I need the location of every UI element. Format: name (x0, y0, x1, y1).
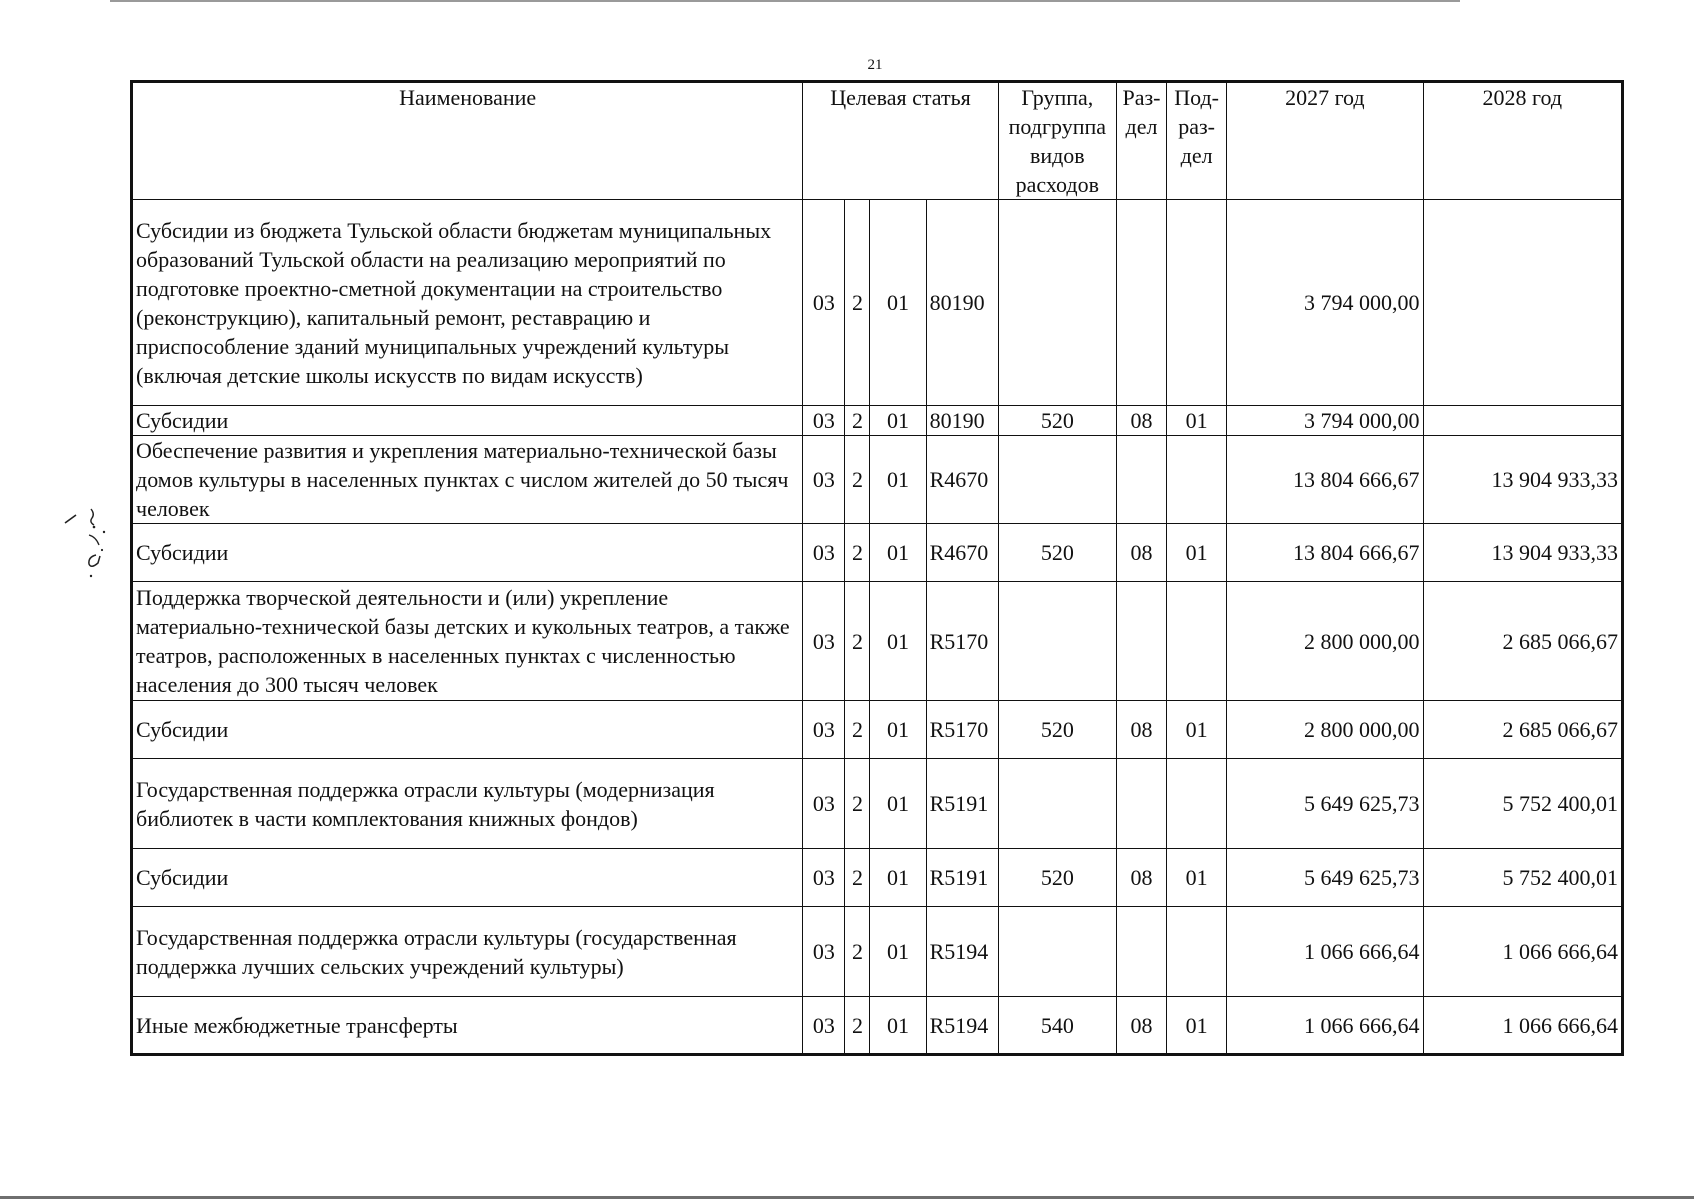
row-subsection (1167, 200, 1227, 406)
row-section: 08 (1116, 997, 1166, 1055)
table-row (132, 200, 1623, 406)
row-subsection: 01 (1167, 701, 1227, 759)
row-amount-2027: 5 649 625,73 (1227, 849, 1423, 907)
row-subprogram-code: 2 (845, 759, 870, 849)
row-measure-code: 01 (870, 849, 926, 907)
row-program-code: 03 (803, 849, 845, 907)
row-direction-code: R5170 (926, 701, 998, 759)
row-amount-2027: 5 649 625,73 (1227, 759, 1423, 849)
scan-edge-top (110, 0, 1460, 2)
header-name: Наименование (132, 82, 803, 200)
row-amount-2028 (1423, 200, 1622, 406)
row-measure-code: 01 (870, 759, 926, 849)
row-group (998, 759, 1116, 849)
row-section (1116, 200, 1166, 406)
row-subsection (1167, 582, 1227, 701)
row-section: 08 (1116, 524, 1166, 582)
row-direction-code: 80190 (926, 406, 998, 436)
header-row (132, 82, 1623, 200)
row-amount-2028: 2 685 066,67 (1423, 701, 1622, 759)
row-amount-2028 (1423, 406, 1622, 436)
row-direction-code: R5194 (926, 907, 998, 997)
row-subsection (1167, 436, 1227, 524)
row-name: Иные межбюджетные трансферты (132, 997, 803, 1055)
row-name: Субсидии (132, 701, 803, 759)
row-program-code: 03 (803, 200, 845, 406)
row-group: 520 (998, 406, 1116, 436)
row-subsection (1167, 759, 1227, 849)
row-subprogram-code: 2 (845, 406, 870, 436)
row-subprogram-code: 2 (845, 582, 870, 701)
row-name: Субсидии (132, 524, 803, 582)
row-program-code: 03 (803, 759, 845, 849)
row-group (998, 200, 1116, 406)
header-year-2027: 2027 год (1227, 82, 1423, 200)
page-number: 21 (867, 57, 883, 73)
table-row (132, 907, 1623, 997)
row-section: 08 (1116, 849, 1166, 907)
row-program-code: 03 (803, 524, 845, 582)
row-amount-2027: 13 804 666,67 (1227, 436, 1423, 524)
row-subprogram-code: 2 (845, 200, 870, 406)
row-section (1116, 759, 1166, 849)
row-group: 520 (998, 701, 1116, 759)
row-measure-code: 01 (870, 582, 926, 701)
row-amount-2027: 1 066 666,64 (1227, 997, 1423, 1055)
row-amount-2028: 1 066 666,64 (1423, 907, 1622, 997)
row-amount-2028: 5 752 400,01 (1423, 849, 1622, 907)
row-program-code: 03 (803, 997, 845, 1055)
row-subsection: 01 (1167, 849, 1227, 907)
header-group: Группа, подгруппа видов расходов (998, 82, 1116, 200)
row-subprogram-code: 2 (845, 701, 870, 759)
row-group (998, 582, 1116, 701)
header-section: Раз-дел (1116, 82, 1166, 200)
scan-edge-bottom (0, 1196, 1694, 1199)
row-amount-2027: 1 066 666,64 (1227, 907, 1423, 997)
row-amount-2028: 2 685 066,67 (1423, 582, 1622, 701)
row-amount-2028: 5 752 400,01 (1423, 759, 1622, 849)
row-section (1116, 907, 1166, 997)
row-subsection: 01 (1167, 406, 1227, 436)
row-direction-code: R5191 (926, 759, 998, 849)
row-direction-code: R4670 (926, 524, 998, 582)
row-measure-code: 01 (870, 907, 926, 997)
row-measure-code: 01 (870, 701, 926, 759)
row-amount-2027: 3 794 000,00 (1227, 200, 1423, 406)
row-name: Субсидии из бюджета Тульской области бюджетам муниципальных образований Тульской области на реализацию мероприятий по подготовке проектно-сметной документации на строительство (реконструкцию), капитальный ремонт, реставрацию и приспособление зданий муниципальных учреждений культуры (включая детские школы искусств по видам искусств) (132, 200, 803, 406)
row-group (998, 907, 1116, 997)
row-section (1116, 582, 1166, 701)
row-measure-code: 01 (870, 200, 926, 406)
table-row (132, 997, 1623, 1055)
row-subsection: 01 (1167, 524, 1227, 582)
row-program-code: 03 (803, 436, 845, 524)
row-name: Субсидии (132, 849, 803, 907)
table-row (132, 406, 1623, 436)
row-subprogram-code: 2 (845, 436, 870, 524)
row-group: 520 (998, 524, 1116, 582)
row-group: 540 (998, 997, 1116, 1055)
row-section (1116, 436, 1166, 524)
table-row (132, 436, 1623, 524)
row-name: Обеспечение развития и укрепления материально-технической базы домов культуры в населенных пунктах с числом жителей до 50 тысяч человек (132, 436, 803, 524)
table-row (132, 759, 1623, 849)
row-measure-code: 01 (870, 406, 926, 436)
row-section: 08 (1116, 701, 1166, 759)
budget-table (130, 80, 1624, 1056)
row-program-code: 03 (803, 406, 845, 436)
row-subprogram-code: 2 (845, 849, 870, 907)
row-measure-code: 01 (870, 997, 926, 1055)
row-program-code: 03 (803, 582, 845, 701)
row-direction-code: R4670 (926, 436, 998, 524)
row-name: Субсидии (132, 406, 803, 436)
row-name: Государственная поддержка отрасли культуры (модернизация библиотек в части комплектования книжных фондов) (132, 759, 803, 849)
row-name: Государственная поддержка отрасли культуры (государственная поддержка лучших сельских учреждений культуры) (132, 907, 803, 997)
row-subprogram-code: 2 (845, 524, 870, 582)
row-amount-2028: 13 904 933,33 (1423, 436, 1622, 524)
row-amount-2027: 3 794 000,00 (1227, 406, 1423, 436)
table-row (132, 582, 1623, 701)
row-amount-2027: 2 800 000,00 (1227, 701, 1423, 759)
row-subprogram-code: 2 (845, 907, 870, 997)
row-direction-code: R5194 (926, 997, 998, 1055)
handwritten-margin-mark (60, 505, 115, 610)
row-program-code: 03 (803, 907, 845, 997)
row-group: 520 (998, 849, 1116, 907)
row-subsection (1167, 907, 1227, 997)
row-section: 08 (1116, 406, 1166, 436)
row-direction-code: R5191 (926, 849, 998, 907)
row-amount-2027: 13 804 666,67 (1227, 524, 1423, 582)
header-subsection: Под-раз-дел (1167, 82, 1227, 200)
row-direction-code: R5170 (926, 582, 998, 701)
table-row (132, 701, 1623, 759)
row-subsection: 01 (1167, 997, 1227, 1055)
row-amount-2027: 2 800 000,00 (1227, 582, 1423, 701)
row-subprogram-code: 2 (845, 997, 870, 1055)
table-row (132, 524, 1623, 582)
header-year-2028: 2028 год (1423, 82, 1622, 200)
row-amount-2028: 1 066 666,64 (1423, 997, 1622, 1055)
row-measure-code: 01 (870, 436, 926, 524)
row-amount-2028: 13 904 933,33 (1423, 524, 1622, 582)
row-group (998, 436, 1116, 524)
row-name: Поддержка творческой деятельности и (или) укрепление материально-технической базы детских и кукольных театров, а также театров, расположенных в населенных пунктах с численностью населения до 300 тысяч человек (132, 582, 803, 701)
row-measure-code: 01 (870, 524, 926, 582)
header-target-article: Целевая статья (803, 82, 998, 200)
row-program-code: 03 (803, 701, 845, 759)
table-row (132, 849, 1623, 907)
row-direction-code: 80190 (926, 200, 998, 406)
